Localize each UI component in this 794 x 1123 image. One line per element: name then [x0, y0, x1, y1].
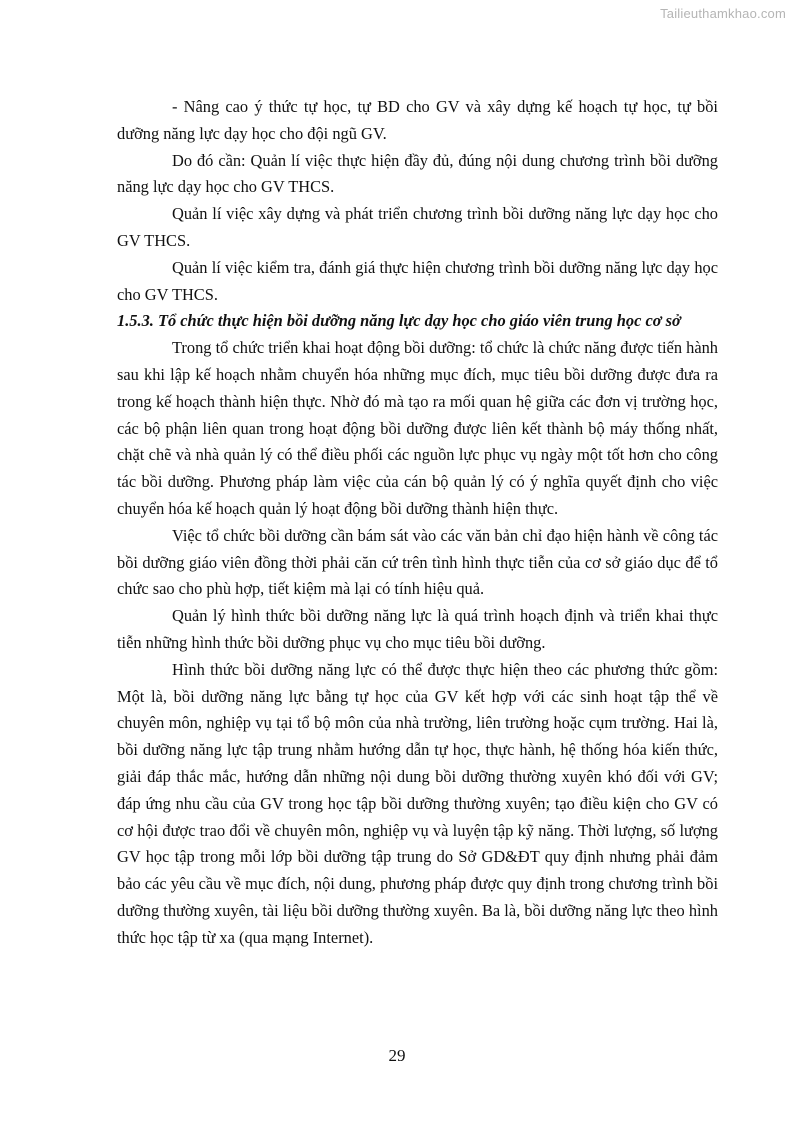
- watermark-text: Tailieuthamkhao.com: [660, 6, 786, 21]
- paragraph-evaluation: Quản lí việc kiểm tra, đánh giá thực hiện chương trình bồi dưỡng năng lực dạy học cho GV THCS.: [117, 257, 718, 304]
- section-heading: 1.5.3. Tổ chức thực hiện bồi dưỡng năng lực dạy học cho giáo viên trung học cơ sở: [117, 311, 681, 331]
- paragraph-management-content: Do đó cần: Quản lí việc thực hiện đầy đủ, đúng nội dung chương trình bồi dưỡng năng lực dạy học cho GV THCS.: [117, 150, 718, 197]
- document-body: [117, 94, 718, 952]
- page-number: 29: [388, 1046, 406, 1065]
- paragraph-program-development: Quản lí việc xây dựng và phát triển chương trình bồi dưỡng năng lực dạy học cho GV THCS.: [117, 204, 718, 250]
- paragraph-self-study: - Nâng cao ý thức tự học, tự BD cho GV và xây dựng kế hoạch tự học, tự bồi dưỡng năng lực dạy học cho đội ngũ GV.: [117, 97, 718, 143]
- paragraph-organization: Trong tổ chức triển khai hoạt động bồi dưỡng: tổ chức là chức năng được tiến hành sau khi lập kế hoạch nhằm chuyển hóa những mục đích, mục tiêu bồi dưỡng được đưa ra trong kế hoạch thành hiện thực. Nhờ đó mà tạo ra mối quan hệ giữa các đơn vị trường học, các bộ phận liên quan trong hoạt động bồi dưỡng được liên kết thành bộ máy thống nhất, chặt chẽ và nhà quản lý có thể điều phối các nguồn lực phục vụ ngày một tốt hơn cho công tác bồi dưỡng. Phương pháp làm việc của cán bộ quản lý có ý nghĩa quyết định cho việc chuyển hóa kế hoạch quản lý hoạt động bồi dưỡng thành hiện thực.: [117, 338, 718, 518]
- paragraph-guidelines: Việc tổ chức bồi dưỡng cần bám sát vào các văn bản chỉ đạo hiện hành về công tác bồi dưỡng giáo viên đồng thời phải căn cứ trên tình hình thực tiễn của cơ sở giáo dục để tổ chức sao cho phù hợp, tiết kiệm mà lại có tính hiệu quả.: [117, 525, 718, 599]
- paragraph-forms-management: Quản lý hình thức bồi dưỡng năng lực là quá trình hoạch định và triển khai thực tiễn những hình thức bồi dưỡng phục vụ cho mục tiêu bồi dưỡng.: [117, 606, 718, 652]
- paragraph-training-methods: Hình thức bồi dưỡng năng lực có thể được thực hiện theo các phương thức gồm: Một là, bồi dưỡng năng lực bằng tự học của GV kết hợp với các sinh hoạt tập thể về chuyên môn, nghiệp vụ tại tổ bộ môn của nhà trường, liên trường hoặc cụm trường. Hai là, bồi dưỡng năng lực tập trung nhằm hướng dẫn tự học, thực hành, hệ thống hóa kiến thức, giải đáp thắc mắc, hướng dẫn những nội dung bồi dưỡng thường xuyên khó đối với GV; đáp ứng nhu cầu của GV trong học tập bồi dưỡng thường xuyên; tạo điều kiện cho GV có cơ hội được trao đổi về chuyên môn, nghiệp vụ và luyện tập kỹ năng. Thời lượng, số lượng GV học tập trong mỗi lớp bồi dưỡng tập trung do Sở GD&ĐT quy định nhưng phải đảm bảo các yêu cầu về mục đích, nội dung, phương pháp được quy định trong chương trình bồi dưỡng thường xuyên, tài liệu bồi dưỡng thường xuyên. Ba là, bồi dưỡng năng lực theo hình thức học tập từ xa (qua mạng Internet).: [117, 659, 718, 947]
